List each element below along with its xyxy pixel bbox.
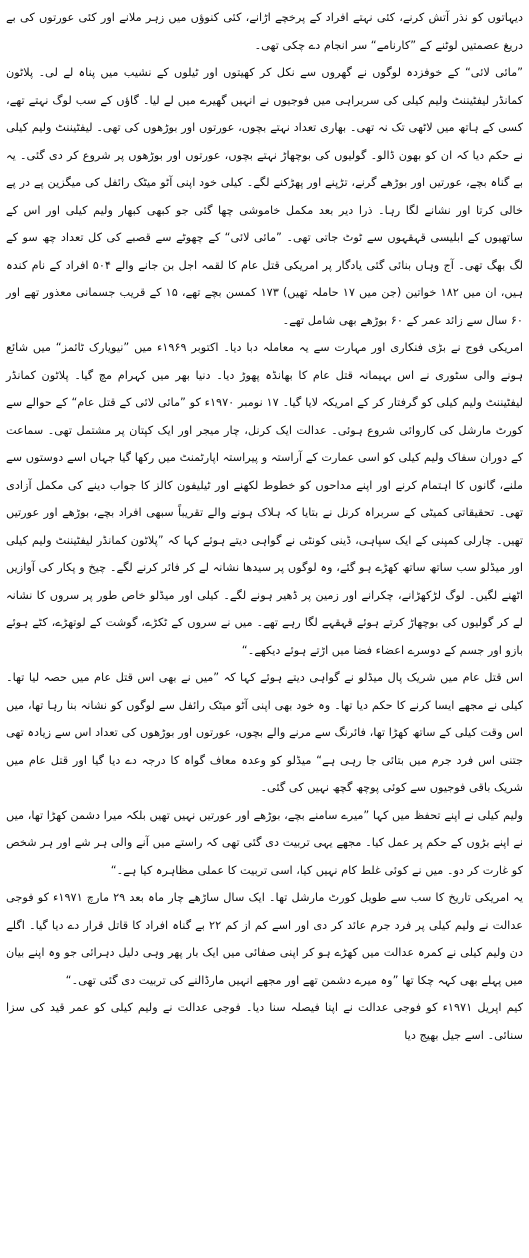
paragraph-3: امریکی فوج نے بڑی فنکاری اور مہارت سے یہ معاملہ دبا دیا۔ اکتوبر ۱۹۶۹ء میں ”نیویارک ٹائمز“ میں شائع ہونے والی سٹوری نے اس بہیمانہ قتل عام کا بھانڈہ پھوڑ دیا۔ دنیا بھر میں کہرام مچ گیا۔ پلاٹون کمانڈر لیفٹیننٹ ولیم کیلی کو گرفتار کر کے امریکہ لایا گیا۔ ۱۷ نومبر ۱۹۷۰ء کو ”مائی لائی کے قتل عام“ کے حوالے سے کورٹ مارشل کی کاروائی شروع ہوئی۔ عدالت ایک کرنل، چار میجر اور ایک کپتان پر مشتمل تھی۔ سماعت کے دوران سفاک ولیم کیلی کو اسی عمارت کے آراستہ و پیراستہ اپارٹمنٹ میں رکھا گیا جہاں اسے دوستوں سے ملنے، گانوں کا اہتمام کرنے اور اپنے مداحوں کو خطوط لکھنے اور ٹیلیفون کالز کا جواب دینے کی مکمل آزادی تھی۔ تحقیقاتی کمیٹی کے سربراہ کرنل نے بتایا کہ ہلاک ہونے والے تقریباً سبھی افراد بچے، بوڑھے اور عورتیں تھیں۔ چارلی کمپنی کے ایک سپاہی، ڈینی کونٹی نے گواہی دیتے ہوئے کہا کہ ”پلاٹون کمانڈر لیفٹیننٹ ولیم کیلی اور میڈلو سب ساتھ ساتھ کھڑے ہو گئے، وہ لوگوں پر سیدھا نشانہ لے کر فائر کرنے لگے۔ چیخ و پکار کی آوازیں اٹھنے لگیں۔ لوگ لڑکھڑانے، چکرانے اور زمین پر ڈھیر ہونے لگے۔ کیلی اور میڈلو خاص طور پر سروں کا نشانہ لے کر گولیوں کی بوچھاڑ کرتے ہوئے قہقہے لگا رہے تھے۔ میں نے سروں کے ٹکڑے، گوشت کے لوتھڑے، کٹے ہوئے بازو اور جسم کے دوسرے اعضاء فضا میں اڑتے ہوئے دیکھے۔“: [6, 341, 523, 657]
paragraph-7: کیم اپریل ۱۹۷۱ء کو فوجی عدالت نے اپنا فیصلہ سنا دیا۔ فوجی عدالت نے ولیم کیلی کو عمر قید کی سزا سنائی۔ اسے جیل بھیج دیا: [6, 1001, 523, 1042]
paragraph-2: ”مائی لائی“ کے خوفزدہ لوگوں نے گھروں سے نکل کر کھیتوں اور ٹیلوں کے نشیب میں پناہ لے لی۔ پلاٹون کمانڈر لیفٹیننٹ ولیم کیلی کی سربراہی میں فوجیوں نے انہیں گھیرے میں لے لیا۔ گاؤں کے سب لوگ نہتے تھے، کسی کے ہاتھ میں لاٹھی تک نہ تھی۔ بھاری تعداد نہتے بچوں، عورتوں اور بوڑھوں کی تھی۔ لیفٹیننٹ ولیم کیلی نے حکم دیا کہ ان کو بھون ڈالو۔ گولیوں کی بوچھاڑ نہتے بچوں، عورتوں اور بوڑھوں پر شروع کر دی گئی۔ یہ بے گناہ بچے، عورتیں اور بوڑھے گرنے، تڑپنے اور پھڑکنے لگے۔ کیلی خود اپنی آٹو میٹک رائفل کی میگزین پے در پے خالی کرتا اور نشانے لگا رہا۔ ذرا دیر بعد مکمل خاموشی چھا گئی جو کبھی کبھار ولیم کیلی اور اس کے ساتھیوں کے ابلیسی قہقہوں سے ٹوٹ جاتی تھی۔ ”مائی لائی“ کے چھوٹے سے قصبے کی کل تعداد چھ سو کے لگ بھگ تھی۔ آج وہاں بنائی گئی یادگار پر امریکی قتل عام کا لقمہ اجل بن جانے والے ۵۰۴ افراد کے نام کندہ ہیں، ان میں ۱۸۲ خواتین (جن میں ۱۷ حاملہ تھیں) ۱۷۳ کمسن بچے تھے، ۱۵ کے قریب جسمانی معذور تھے اور ۶۰ سال سے زائد عمر کے ۶۰ بوڑھے بھی شامل تھے۔: [6, 66, 523, 327]
paragraph-4: اس قتل عام میں شریک پال میڈلو نے گواہی دیتے ہوئے کہا کہ ”میں نے بھی اس قتل عام میں حصہ لیا تھا۔ کیلی نے مجھے ایسا کرنے کا حکم دیا تھا۔ وہ خود بھی اپنی آٹو میٹک رائفل سے لوگوں کو نشانہ بنا رہا تھا، میں اس وقت کیلی کے ساتھ کھڑا تھا، فائرنگ سے مرنے والے بچوں، عورتوں اور بوڑھوں کی تعداد اس سے زیادہ تھی جتنی اس فرد جرم میں بتائی جا رہی ہے“ میڈلو کو وعدہ معاف گواہ کا درجہ دے دیا گیا اور قتل عام میں شریک باقی فوجیوں سے کوئی پوچھ گچھ نہیں کی گئی۔: [6, 671, 523, 794]
paragraph-5: ولیم کیلی نے اپنے تحفظ میں کہا ”میرے سامنے بچے، بوڑھے اور عورتیں نہیں تھیں بلکہ میرا دشمن کھڑا تھا، میں نے اپنے بڑوں کے حکم پر عمل کیا۔ مجھے یہی تربیت دی گئی تھی کہ راستے میں آنے والی ہر شے اور ہر شخص کو غارت کر دو۔ میں نے کوئی غلط کام نہیں کیا، اسی تربیت کا عملی مظاہرہ کیا ہے۔“: [6, 808, 523, 877]
paragraph-1: دیہاتوں کو نذر آتش کرنے، کئی نہتے افراد کے پرخچے اڑانے، کئی کنوؤں میں زہر ملانے اور کئی عورتوں کی بے دریغ عصمتیں لوٹنے کے ”کارنامے“ سر انجام دے چکی تھی۔: [6, 11, 523, 52]
paragraph-6: یہ امریکی تاریخ کا سب سے طویل کورٹ مارشل تھا۔ ایک سال ساڑھے چار ماہ بعد ۲۹ مارچ ۱۹۷۱ء کو فوجی عدالت نے ولیم کیلی پر فرد جرم عائد کر دی اور اسے کم از کم ۲۲ بے گناہ افراد کا قاتل قرار دے دیا گیا۔ اگلے دن ولیم کیلی نے کمرہ عدالت میں کھڑے ہو کر اپنی صفائی میں ایک بار پھر وہی دلیل دہرائی جو وہ اپنے بیان میں پہلے بھی کہہ چکا تھا ”وہ میرے دشمن تھے اور مجھے انہیں مارڈالنے کی تربیت دی گئی تھی۔“: [6, 891, 523, 987]
